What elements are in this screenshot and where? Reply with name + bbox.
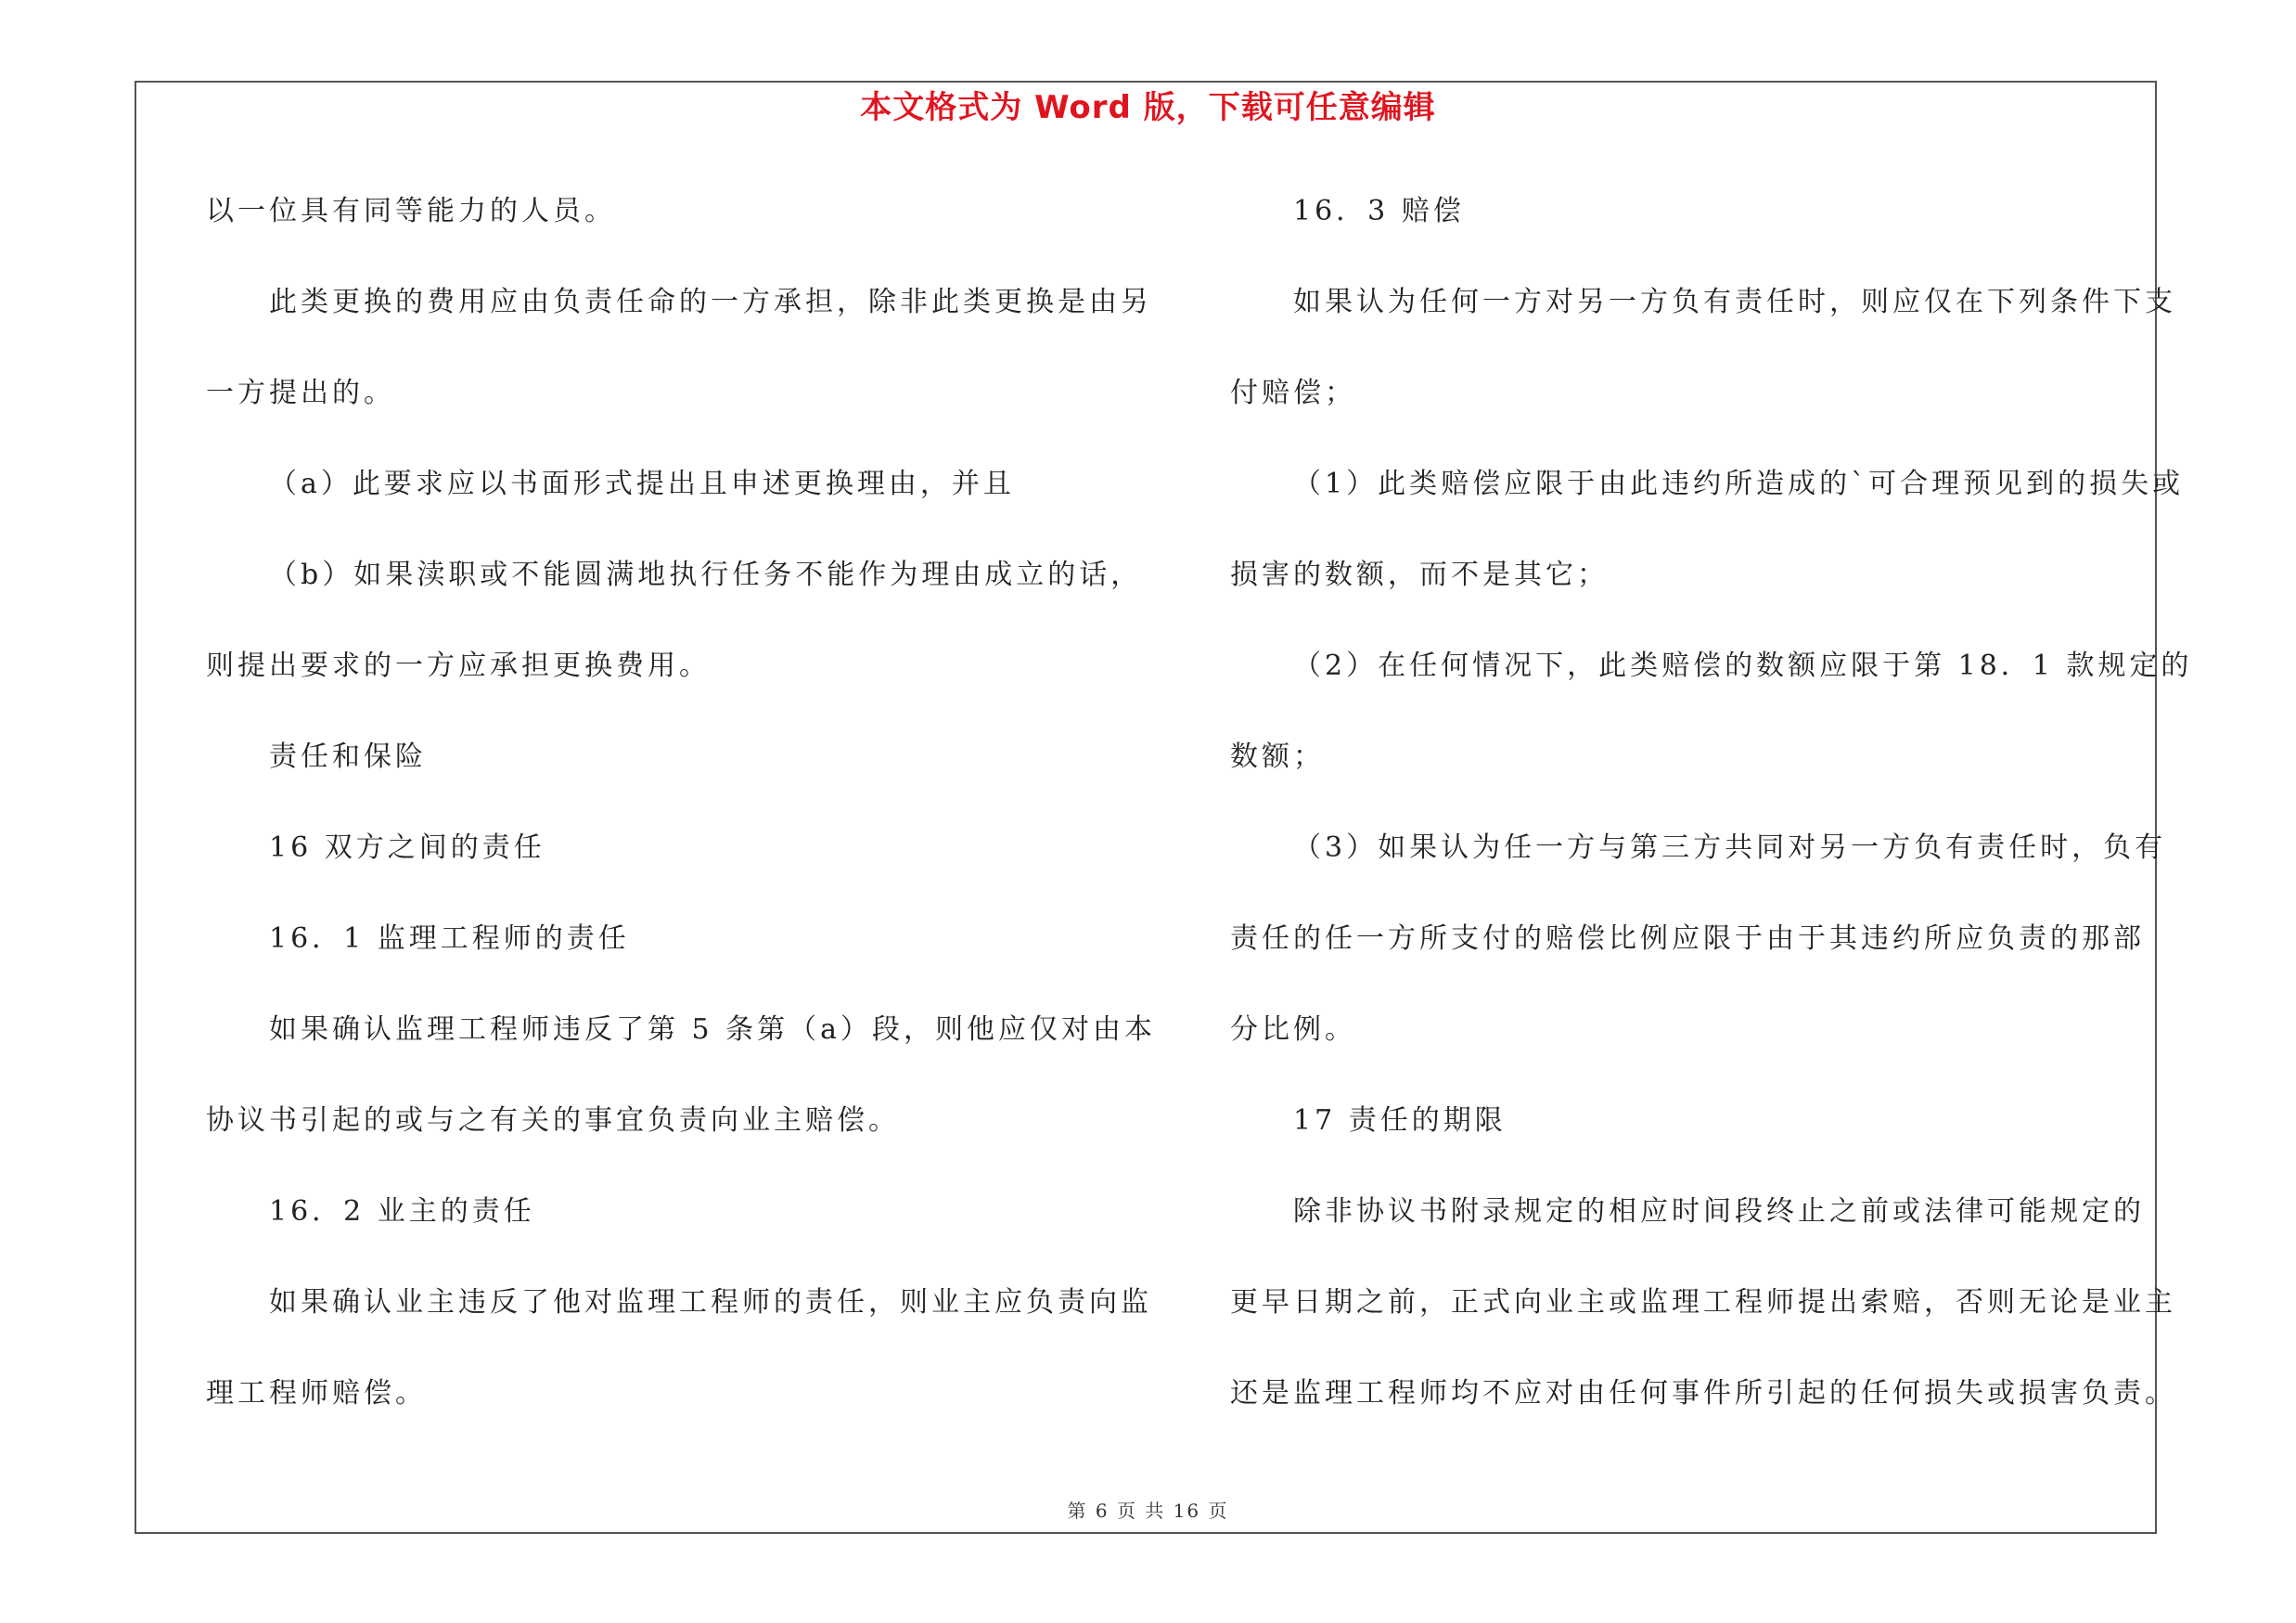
word-format-banner: 本文格式为 Word 版，下载可任意编辑 [860, 89, 1436, 126]
section-heading: 16 双方之间的责任 [269, 831, 545, 864]
paragraph-line: 此类更换的费用应由负责任命的一方承担，除非此类更换是由另 [269, 286, 1152, 318]
paragraph-line: 更早日期之前，正式向业主或监理工程师提出索赔，否则无论是业主 [1230, 1286, 2176, 1319]
page-number: 第 6 页 共 16 页 [1067, 1500, 1229, 1522]
paragraph-line: （3）如果认为任一方与第三方共同对另一方负有责任时，负有 [1293, 831, 2167, 864]
section-heading: 16．3 赔偿 [1293, 195, 1465, 227]
paragraph-line: 如果认为任何一方对另一方负有责任时，则应仅在下列条件下支 [1293, 286, 2176, 318]
paragraph-line: （1）此类赔偿应限于由此违约所造成的`可合理预见到的损失或 [1293, 468, 2185, 500]
paragraph-line: 还是监理工程师均不应对由任何事件所引起的任何损失或损害负责。 [1230, 1377, 2176, 1410]
paragraph-line: 分比例。 [1230, 1013, 1356, 1046]
paragraph-line: 则提出要求的一方应承担更换费用。 [206, 650, 711, 682]
left-column [206, 184, 1157, 1457]
section-heading: 16．2 业主的责任 [269, 1195, 535, 1228]
paragraph-line: 协议书引起的或与之有关的事宜负责向业主赔偿。 [206, 1104, 900, 1137]
paragraph-line: 如果确认业主违反了他对监理工程师的责任，则业主应负责向监 [269, 1286, 1152, 1319]
section-heading: 17 责任的期限 [1293, 1104, 1507, 1137]
paragraph-line: （2）在任何情况下，此类赔偿的数额应限于第 18．1 款规定的 [1293, 650, 2193, 682]
section-heading: 16．1 监理工程师的责任 [269, 922, 630, 955]
paragraph-line: 如果确认监理工程师违反了第 5 条第（a）段，则他应仅对由本 [269, 1013, 1157, 1046]
paragraph-line: 付赔偿； [1230, 377, 1356, 409]
paragraph-line: 数额； [1230, 741, 1325, 773]
paragraph-line: 责任的任一方所支付的赔偿比例应限于由于其违约所应负责的那部 [1230, 922, 2145, 955]
paragraph-line: 以一位具有同等能力的人员。 [206, 195, 616, 227]
paragraph-line: （a）此要求应以书面形式提出且申述更换理由，并且 [269, 468, 1015, 500]
paragraph-line: 理工程师赔偿。 [206, 1377, 427, 1410]
section-heading: 责任和保险 [269, 741, 427, 773]
paragraph-line: （b）如果渎职或不能圆满地执行任务不能作为理由成立的话， [269, 559, 1143, 591]
paragraph-line: 损害的数额，而不是其它； [1230, 559, 1609, 591]
paragraph-line: 除非协议书附录规定的相应时间段终止之前或法律可能规定的 [1293, 1195, 2145, 1228]
paragraph-line: 一方提出的。 [206, 377, 395, 409]
right-column [1230, 184, 2193, 1457]
